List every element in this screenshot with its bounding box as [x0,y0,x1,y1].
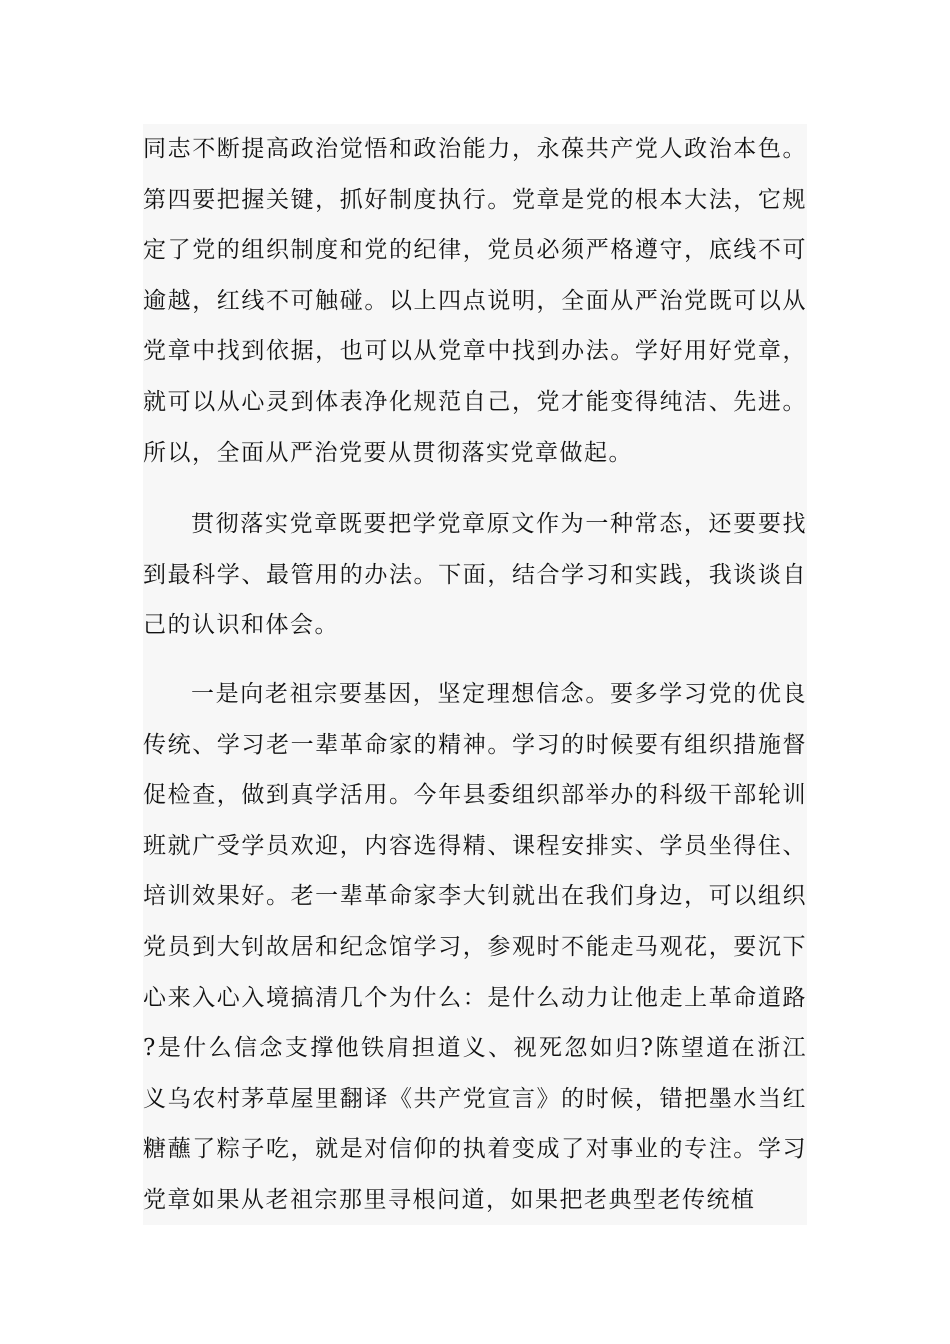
document-body [143,124,807,1225]
paragraph-3: 一是向老祖宗要基因，坚定理想信念。要多学习党的优良传统、学习老一辈革命家的精神。学习的时候要有组织措施督促检查，做到真学活用。今年县委组织部举办的科级干部轮训班就广受学员欢迎，内容选得精、课程安排实、学员坐得住、培训效果好。老一辈革命家李大钊就出在我们身边，可以组织党员到大钊故居和纪念馆学习，参观时不能走马观花，要沉下心来入心入境搞清几个为什么：是什么动力让他走上革命道路?是什么信念支撑他铁肩担道义、视死忽如归?陈望道在浙江义乌农村茅草屋里翻译《共产党宣言》的时候，错把墨水当红糖蘸了粽子吃，就是对信仰的执着变成了对事业的专注。学习党章如果从老祖宗那里寻根问道，如果把老典型老传统植 [143,680,807,1213]
paragraph-gap [143,478,807,499]
paragraph-2: 贯彻落实党章既要把学党章原文作为一种常态，还要要找到最科学、最管用的办法。下面，结合学习和实践，我谈谈自己的认识和体会。 [143,511,807,639]
paragraph-1: 同志不断提高政治觉悟和政治能力，永葆共产党人政治本色。第四要把握关键，抓好制度执行。党章是党的根本大法，它规定了党的组织制度和党的纪律，党员必须严格遵守，底线不可逾越，红线不可触碰。以上四点说明，全面从严治党既可以从党章中找到依据，也可以从党章中找到办法。学好用好党章，就可以从心灵到体表净化规范自己，党才能变得纯洁、先进。所以，全面从严治党要从贯彻落实党章做起。 [143,136,807,466]
paragraph-gap [143,651,807,669]
